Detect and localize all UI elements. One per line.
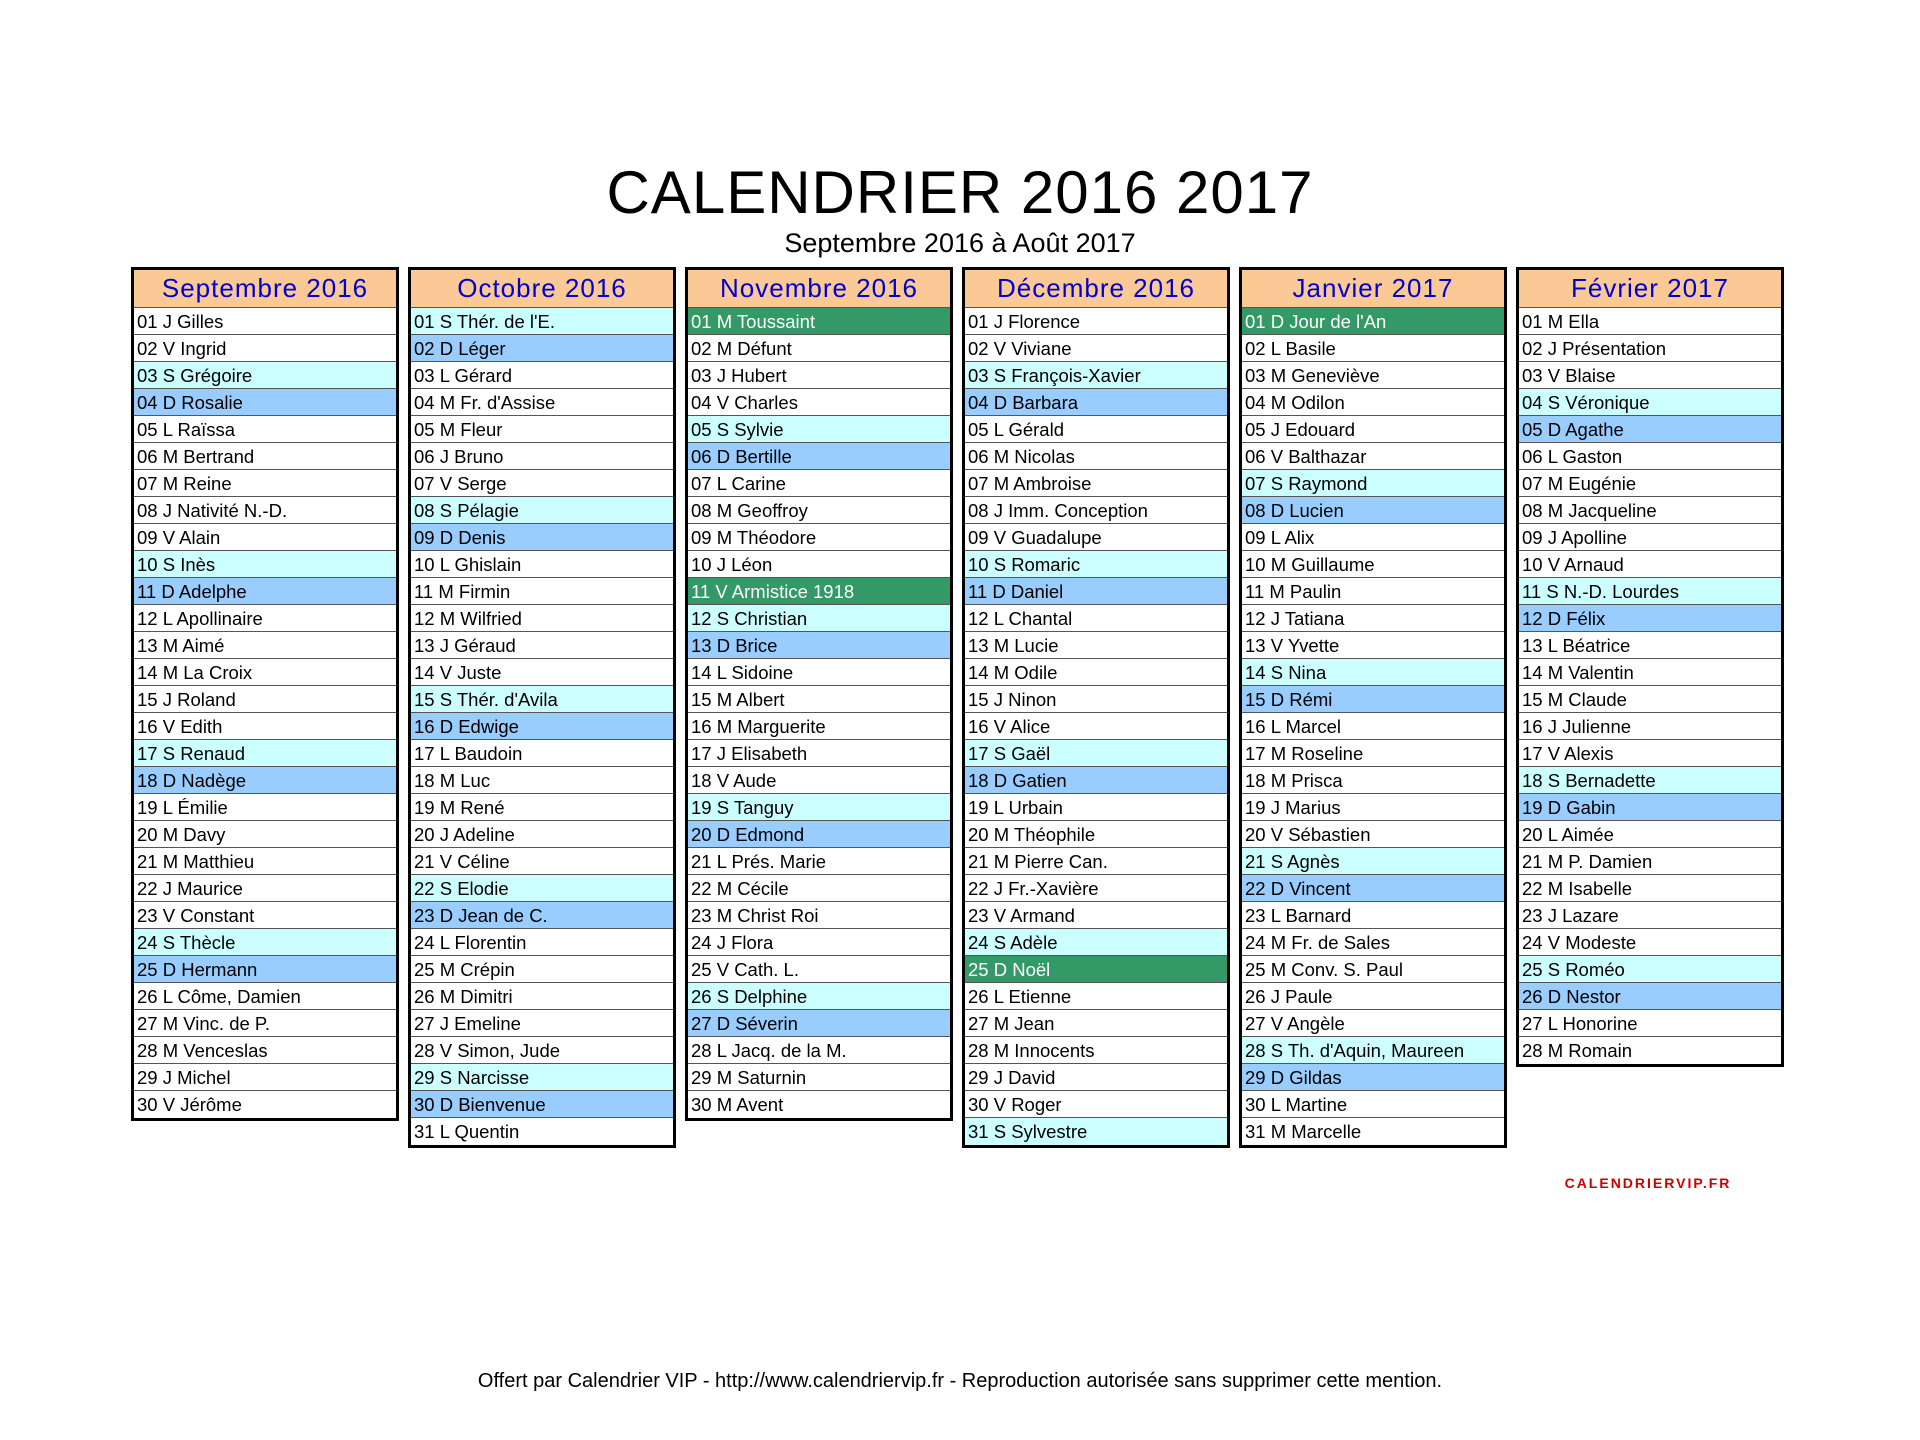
day-row: 04 D Rosalie bbox=[134, 389, 396, 416]
day-row: 24 M Fr. de Sales bbox=[1242, 929, 1504, 956]
day-row: 09 D Denis bbox=[411, 524, 673, 551]
month-column bbox=[1516, 267, 1784, 1067]
day-row: 10 M Guillaume bbox=[1242, 551, 1504, 578]
day-row: 26 L Côme, Damien bbox=[134, 983, 396, 1010]
day-row: 17 S Renaud bbox=[134, 740, 396, 767]
day-row: 08 J Nativité N.-D. bbox=[134, 497, 396, 524]
day-row: 12 L Chantal bbox=[965, 605, 1227, 632]
day-row: 18 D Nadège bbox=[134, 767, 396, 794]
day-row: 04 V Charles bbox=[688, 389, 950, 416]
day-row: 21 M Pierre Can. bbox=[965, 848, 1227, 875]
day-row: 11 V Armistice 1918 bbox=[688, 578, 950, 605]
day-row: 07 M Reine bbox=[134, 470, 396, 497]
day-row: 17 S Gaël bbox=[965, 740, 1227, 767]
day-row: 17 J Elisabeth bbox=[688, 740, 950, 767]
day-row: 20 D Edmond bbox=[688, 821, 950, 848]
day-row: 12 D Félix bbox=[1519, 605, 1781, 632]
day-row: 23 L Barnard bbox=[1242, 902, 1504, 929]
day-row: 01 J Florence bbox=[965, 308, 1227, 335]
day-row: 22 D Vincent bbox=[1242, 875, 1504, 902]
day-row: 01 S Thér. de l'E. bbox=[411, 308, 673, 335]
day-row: 16 V Edith bbox=[134, 713, 396, 740]
day-row: 22 J Maurice bbox=[134, 875, 396, 902]
day-row: 28 M Venceslas bbox=[134, 1037, 396, 1064]
day-row: 04 M Fr. d'Assise bbox=[411, 389, 673, 416]
day-row: 08 D Lucien bbox=[1242, 497, 1504, 524]
day-row: 23 J Lazare bbox=[1519, 902, 1781, 929]
day-row: 02 M Défunt bbox=[688, 335, 950, 362]
month-column bbox=[408, 267, 676, 1148]
day-row: 11 D Adelphe bbox=[134, 578, 396, 605]
day-row: 27 J Emeline bbox=[411, 1010, 673, 1037]
day-row: 02 J Présentation bbox=[1519, 335, 1781, 362]
day-row: 09 J Apolline bbox=[1519, 524, 1781, 551]
day-row: 26 J Paule bbox=[1242, 983, 1504, 1010]
day-row: 17 M Roseline bbox=[1242, 740, 1504, 767]
day-row: 12 S Christian bbox=[688, 605, 950, 632]
day-row: 21 V Céline bbox=[411, 848, 673, 875]
day-row: 05 L Gérald bbox=[965, 416, 1227, 443]
day-row: 06 D Bertille bbox=[688, 443, 950, 470]
day-row: 24 V Modeste bbox=[1519, 929, 1781, 956]
day-row: 14 M La Croix bbox=[134, 659, 396, 686]
day-row: 01 M Ella bbox=[1519, 308, 1781, 335]
day-row: 27 M Vinc. de P. bbox=[134, 1010, 396, 1037]
day-row: 28 V Simon, Jude bbox=[411, 1037, 673, 1064]
day-row: 05 S Sylvie bbox=[688, 416, 950, 443]
day-row: 11 M Paulin bbox=[1242, 578, 1504, 605]
day-row: 25 S Roméo bbox=[1519, 956, 1781, 983]
day-row: 13 D Brice bbox=[688, 632, 950, 659]
day-row: 06 L Gaston bbox=[1519, 443, 1781, 470]
month-header: Janvier 2017 bbox=[1242, 270, 1504, 308]
day-row: 27 V Angèle bbox=[1242, 1010, 1504, 1037]
day-row: 29 J David bbox=[965, 1064, 1227, 1091]
day-row: 13 J Géraud bbox=[411, 632, 673, 659]
day-row: 02 V Viviane bbox=[965, 335, 1227, 362]
day-row: 17 L Baudoin bbox=[411, 740, 673, 767]
day-row: 07 S Raymond bbox=[1242, 470, 1504, 497]
day-row: 24 S Thècle bbox=[134, 929, 396, 956]
day-row: 23 V Constant bbox=[134, 902, 396, 929]
day-row: 31 S Sylvestre bbox=[965, 1118, 1227, 1145]
day-row: 21 M Matthieu bbox=[134, 848, 396, 875]
day-row: 26 S Delphine bbox=[688, 983, 950, 1010]
day-row: 13 M Aimé bbox=[134, 632, 396, 659]
day-row: 07 V Serge bbox=[411, 470, 673, 497]
day-row: 10 J Léon bbox=[688, 551, 950, 578]
day-row: 25 V Cath. L. bbox=[688, 956, 950, 983]
day-row: 06 M Nicolas bbox=[965, 443, 1227, 470]
day-row: 01 M Toussaint bbox=[688, 308, 950, 335]
month-header: Novembre 2016 bbox=[688, 270, 950, 308]
day-row: 19 D Gabin bbox=[1519, 794, 1781, 821]
day-row: 10 L Ghislain bbox=[411, 551, 673, 578]
month-days bbox=[134, 308, 396, 1118]
day-row: 17 V Alexis bbox=[1519, 740, 1781, 767]
day-row: 06 M Bertrand bbox=[134, 443, 396, 470]
month-header: Septembre 2016 bbox=[134, 270, 396, 308]
day-row: 29 D Gildas bbox=[1242, 1064, 1504, 1091]
day-row: 16 V Alice bbox=[965, 713, 1227, 740]
day-row: 16 M Marguerite bbox=[688, 713, 950, 740]
day-row: 28 M Romain bbox=[1522, 1040, 1633, 1061]
day-row: 10 V Arnaud bbox=[1519, 551, 1781, 578]
footer-note: Offert par Calendrier VIP - http://www.calendriervip.fr - Reproduction autorisée sans supprimer cette mention. bbox=[477, 1370, 1443, 1392]
day-row: 11 D Daniel bbox=[965, 578, 1227, 605]
day-row: 19 L Émilie bbox=[134, 794, 396, 821]
day-row: 15 S Thér. d'Avila bbox=[411, 686, 673, 713]
month-column bbox=[131, 267, 399, 1121]
day-row: 04 M Odilon bbox=[1242, 389, 1504, 416]
day-row: 04 D Barbara bbox=[965, 389, 1227, 416]
day-row: 28 L Jacq. de la M. bbox=[688, 1037, 950, 1064]
day-row: 07 L Carine bbox=[688, 470, 950, 497]
day-row: 05 M Fleur bbox=[411, 416, 673, 443]
day-row: 11 S N.-D. Lourdes bbox=[1519, 578, 1781, 605]
day-row: 22 S Elodie bbox=[411, 875, 673, 902]
day-row: 21 S Agnès bbox=[1242, 848, 1504, 875]
day-row: 01 J Gilles bbox=[134, 308, 396, 335]
day-row: 29 J Michel bbox=[134, 1064, 396, 1091]
day-row: 01 D Jour de l'An bbox=[1242, 308, 1504, 335]
day-row: 14 L Sidoine bbox=[688, 659, 950, 686]
day-row: 19 L Urbain bbox=[965, 794, 1227, 821]
month-days bbox=[1242, 308, 1504, 1145]
day-row: 08 M Jacqueline bbox=[1519, 497, 1781, 524]
day-row: 16 J Julienne bbox=[1519, 713, 1781, 740]
day-row: 27 M Jean bbox=[965, 1010, 1227, 1037]
day-row: 30 M Avent bbox=[691, 1094, 784, 1115]
month-header: Octobre 2016 bbox=[411, 270, 673, 308]
page-title: CALENDRIER 2016 2017 bbox=[606, 159, 1314, 226]
day-row: 05 J Edouard bbox=[1242, 416, 1504, 443]
day-row: 27 L Honorine bbox=[1519, 1010, 1781, 1037]
day-row: 18 S Bernadette bbox=[1519, 767, 1781, 794]
months-grid bbox=[0, 267, 1920, 1187]
day-row: 29 M Saturnin bbox=[688, 1064, 950, 1091]
day-row: 26 D Nestor bbox=[1519, 983, 1781, 1010]
day-row: 29 S Narcisse bbox=[411, 1064, 673, 1091]
day-row: 09 M Théodore bbox=[688, 524, 950, 551]
month-column bbox=[685, 267, 953, 1121]
day-row: 28 M Innocents bbox=[965, 1037, 1227, 1064]
day-row: 14 M Valentin bbox=[1519, 659, 1781, 686]
day-row: 18 M Prisca bbox=[1242, 767, 1504, 794]
day-row: 03 L Gérard bbox=[411, 362, 673, 389]
day-row: 08 J Imm. Conception bbox=[965, 497, 1227, 524]
day-row: 02 V Ingrid bbox=[134, 335, 396, 362]
day-row: 25 D Hermann bbox=[134, 956, 396, 983]
day-row: 31 M Marcelle bbox=[1245, 1121, 1362, 1142]
day-row: 08 M Geoffroy bbox=[688, 497, 950, 524]
day-row: 13 L Béatrice bbox=[1519, 632, 1781, 659]
day-row: 14 V Juste bbox=[411, 659, 673, 686]
day-row: 18 D Gatien bbox=[965, 767, 1227, 794]
day-row: 13 V Yvette bbox=[1242, 632, 1504, 659]
day-row: 02 D Léger bbox=[411, 335, 673, 362]
day-row: 20 M Théophile bbox=[965, 821, 1227, 848]
month-column bbox=[1239, 267, 1507, 1148]
day-row: 15 J Roland bbox=[134, 686, 396, 713]
day-row: 15 J Ninon bbox=[965, 686, 1227, 713]
day-row: 18 V Aude bbox=[688, 767, 950, 794]
day-row: 21 L Prés. Marie bbox=[688, 848, 950, 875]
month-days bbox=[1519, 308, 1781, 1064]
day-row: 12 M Wilfried bbox=[411, 605, 673, 632]
day-row: 23 D Jean de C. bbox=[411, 902, 673, 929]
day-row: 22 J Fr.-Xavière bbox=[965, 875, 1227, 902]
day-row: 25 D Noël bbox=[965, 956, 1227, 983]
day-row: 24 S Adèle bbox=[965, 929, 1227, 956]
day-row: 03 M Geneviève bbox=[1242, 362, 1504, 389]
day-row: 30 L Martine bbox=[1242, 1091, 1504, 1118]
day-row: 09 V Alain bbox=[134, 524, 396, 551]
day-row: 30 V Roger bbox=[965, 1091, 1227, 1118]
day-row: 26 L Etienne bbox=[965, 983, 1227, 1010]
day-row: 05 D Agathe bbox=[1519, 416, 1781, 443]
day-row: 20 M Davy bbox=[134, 821, 396, 848]
day-row: 09 L Alix bbox=[1242, 524, 1504, 551]
day-row: 04 S Véronique bbox=[1519, 389, 1781, 416]
day-row: 15 M Claude bbox=[1519, 686, 1781, 713]
day-row: 24 L Florentin bbox=[411, 929, 673, 956]
day-row: 13 M Lucie bbox=[965, 632, 1227, 659]
day-row: 03 J Hubert bbox=[688, 362, 950, 389]
day-row: 20 L Aimée bbox=[1519, 821, 1781, 848]
day-row: 14 M Odile bbox=[965, 659, 1227, 686]
day-row: 15 M Albert bbox=[688, 686, 950, 713]
day-row: 07 M Eugénie bbox=[1519, 470, 1781, 497]
month-days bbox=[965, 308, 1227, 1145]
day-row: 03 S François-Xavier bbox=[965, 362, 1227, 389]
day-row: 23 V Armand bbox=[965, 902, 1227, 929]
day-row: 10 S Inès bbox=[134, 551, 396, 578]
day-row: 08 S Pélagie bbox=[411, 497, 673, 524]
day-row: 22 M Isabelle bbox=[1519, 875, 1781, 902]
month-column bbox=[962, 267, 1230, 1148]
page-subtitle: Septembre 2016 à Août 2017 bbox=[784, 228, 1136, 258]
day-row: 06 V Balthazar bbox=[1242, 443, 1504, 470]
day-row: 19 M René bbox=[411, 794, 673, 821]
day-row: 21 M P. Damien bbox=[1519, 848, 1781, 875]
day-row: 06 J Bruno bbox=[411, 443, 673, 470]
day-row: 12 L Apollinaire bbox=[134, 605, 396, 632]
day-row: 03 V Blaise bbox=[1519, 362, 1781, 389]
day-row: 02 L Basile bbox=[1242, 335, 1504, 362]
day-row: 03 S Grégoire bbox=[134, 362, 396, 389]
month-days bbox=[411, 308, 673, 1145]
day-row: 14 S Nina bbox=[1242, 659, 1504, 686]
month-header: Décembre 2016 bbox=[965, 270, 1227, 308]
day-row: 30 V Jérôme bbox=[137, 1094, 242, 1115]
day-row: 12 J Tatiana bbox=[1242, 605, 1504, 632]
day-row: 25 M Crépin bbox=[411, 956, 673, 983]
month-header: Février 2017 bbox=[1519, 270, 1781, 308]
day-row: 05 L Raïssa bbox=[134, 416, 396, 443]
day-row: 23 M Christ Roi bbox=[688, 902, 950, 929]
day-row: 11 M Firmin bbox=[411, 578, 673, 605]
month-days bbox=[688, 308, 950, 1118]
day-row: 24 J Flora bbox=[688, 929, 950, 956]
day-row: 28 S Th. d'Aquin, Maureen bbox=[1242, 1037, 1504, 1064]
day-row: 16 D Edwige bbox=[411, 713, 673, 740]
day-row: 09 V Guadalupe bbox=[965, 524, 1227, 551]
day-row: 07 M Ambroise bbox=[965, 470, 1227, 497]
site-mark: CALENDRIERVIP.FR bbox=[1564, 1175, 1732, 1191]
day-row: 18 M Luc bbox=[411, 767, 673, 794]
day-row: 25 M Conv. S. Paul bbox=[1242, 956, 1504, 983]
day-row: 15 D Rémi bbox=[1242, 686, 1504, 713]
day-row: 10 S Romaric bbox=[965, 551, 1227, 578]
day-row: 22 M Cécile bbox=[688, 875, 950, 902]
day-row: 20 J Adeline bbox=[411, 821, 673, 848]
day-row: 30 D Bienvenue bbox=[411, 1091, 673, 1118]
day-row: 19 S Tanguy bbox=[688, 794, 950, 821]
day-row: 26 M Dimitri bbox=[411, 983, 673, 1010]
day-row: 27 D Séverin bbox=[688, 1010, 950, 1037]
day-row: 20 V Sébastien bbox=[1242, 821, 1504, 848]
day-row: 19 J Marius bbox=[1242, 794, 1504, 821]
day-row: 31 L Quentin bbox=[414, 1121, 520, 1142]
day-row: 16 L Marcel bbox=[1242, 713, 1504, 740]
